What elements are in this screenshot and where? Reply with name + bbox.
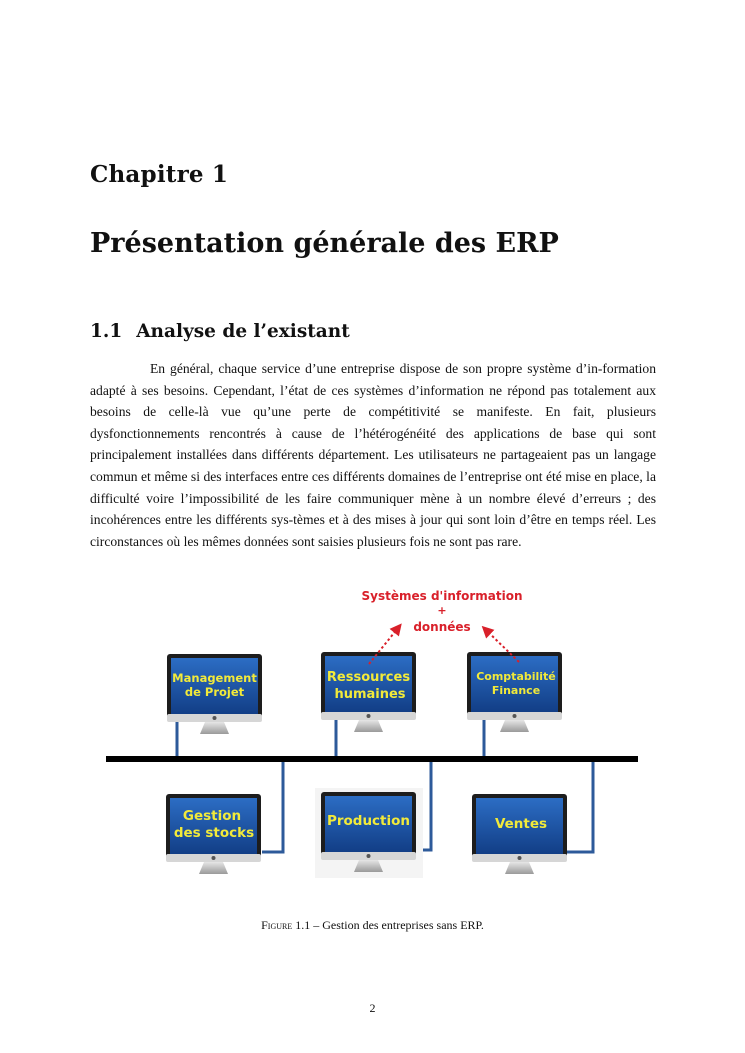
monitor-comptabilite-line1: Comptabilité xyxy=(476,670,556,683)
figure-caption-label: Figure 1.1 xyxy=(261,918,311,932)
annotation-line1: Systèmes d'information xyxy=(361,589,523,603)
network-bus-line xyxy=(106,756,638,762)
annotation-line3: données xyxy=(413,620,471,634)
section-number: 1.1 xyxy=(90,321,123,342)
monitor-management-line2: de Projet xyxy=(184,685,245,699)
monitor-production-label: Production xyxy=(326,813,411,829)
monitor-gestion-line2: des stocks xyxy=(173,825,255,841)
monitor-ressources-line1: Ressources xyxy=(326,670,411,685)
monitor-comptabilite xyxy=(467,652,562,732)
monitor-management xyxy=(167,654,262,734)
figure-diagram xyxy=(0,580,745,890)
apple-logo-icon xyxy=(513,714,517,718)
monitor-ventes xyxy=(472,794,567,874)
page-number: 2 xyxy=(369,1001,376,1015)
monitor-production xyxy=(315,788,423,878)
monitor-ressources-line2: humaines xyxy=(334,687,406,702)
section-heading xyxy=(90,321,350,342)
monitor-gestion-line1: Gestion xyxy=(182,808,242,824)
apple-logo-icon xyxy=(367,854,371,858)
apple-logo-icon xyxy=(212,856,216,860)
monitor-gestion-stocks xyxy=(166,794,261,874)
chapter-title: Présentation générale des ERP xyxy=(90,228,559,259)
annotation-line2: + xyxy=(437,604,447,617)
figure-caption-text: – Gestion des entreprises sans ERP. xyxy=(310,918,484,932)
apple-logo-icon xyxy=(213,716,217,720)
monitor-ressources xyxy=(321,652,416,732)
section-paragraph: En général, chaque service d’une entreprise dispose de son propre système d’in-formation adapté à ses besoins. Cependant, l’état de ces systèmes d’information ne répond pas totalement aux besoins de celle-là vue qu’une perte de compétitivité se manifeste. En fait, plusieurs dysfonctionnements rencontrés à cause de l’hétérogénéité des applications de base qui sont principalement installées dans différents département. Les utilisateurs ne partageaient pas un langage commun et même si des interfaces entre ces différents domaines de l’entreprise ont été mise en place, la difficulté voire l’impossibilité de les faire communiquer mène à un nombre élevé d’erreurs ; des incohérences entre les différents sys-tèmes et à des mises à jour qui sont loin d’être en temps réel. Les circonstances où les mêmes données sont saisies plusieurs fois ne sont pas rare. xyxy=(90,361,656,549)
monitor-ventes-label: Ventes xyxy=(494,816,548,832)
figure-caption xyxy=(0,918,745,933)
chapter-label: Chapitre 1 xyxy=(90,161,229,188)
apple-logo-icon xyxy=(518,856,522,860)
monitor-comptabilite-line2: Finance xyxy=(491,684,541,697)
monitor-management-line1: Management xyxy=(172,671,257,685)
apple-logo-icon xyxy=(367,714,371,718)
section-title: Analyse de l’existant xyxy=(136,321,350,342)
